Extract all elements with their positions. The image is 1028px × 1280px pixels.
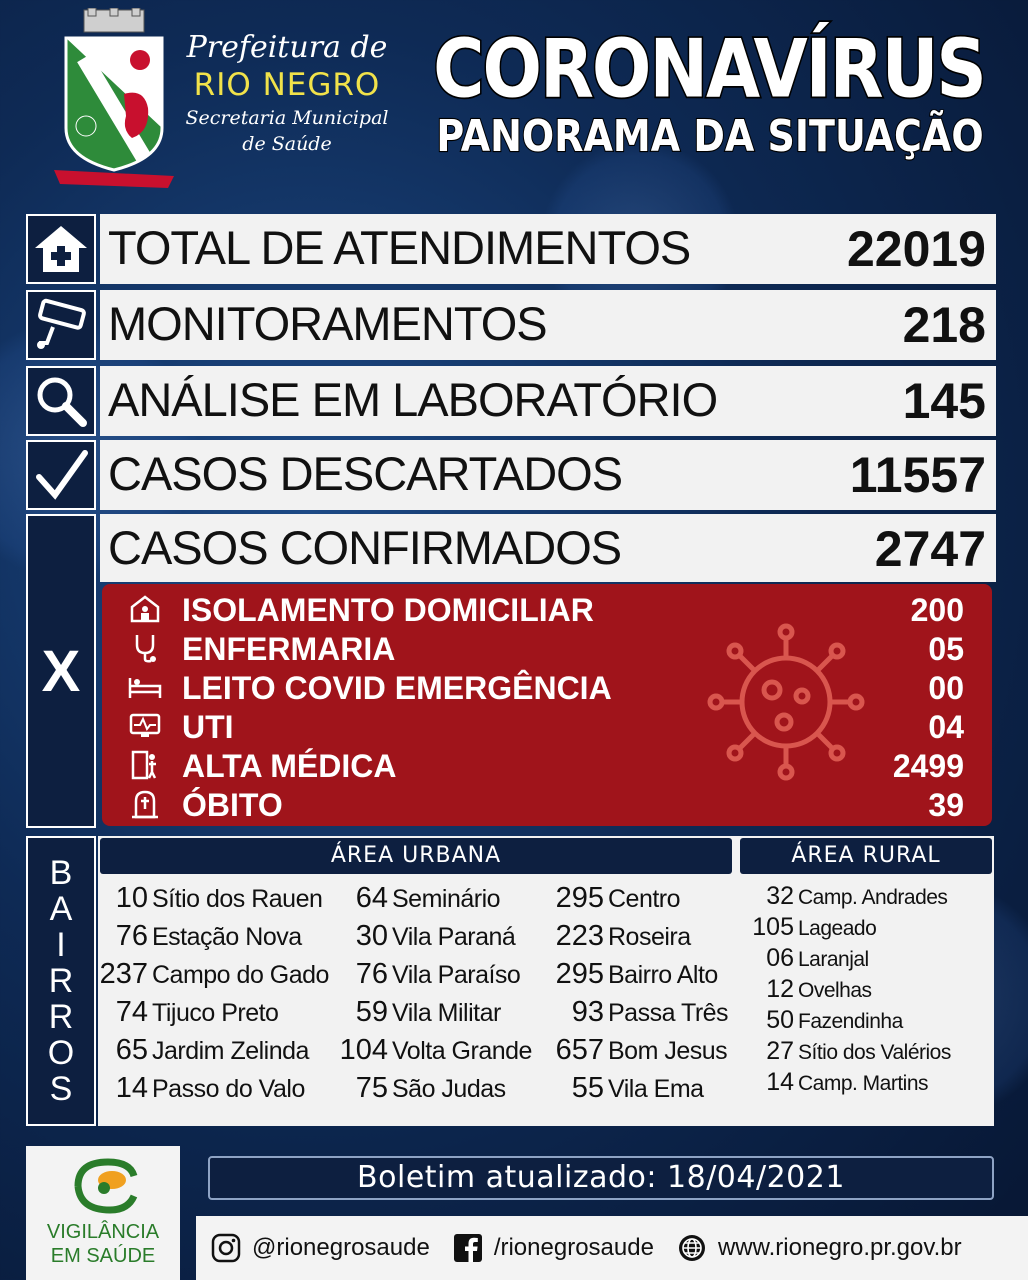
detail-row [102, 785, 992, 823]
stat-bar [100, 366, 996, 436]
side-letter: B [49, 854, 73, 892]
globe-icon [676, 1232, 708, 1264]
social-links [196, 1216, 1028, 1280]
list-item: 27 Sítio dos Valérios [766, 1037, 951, 1065]
confirmed-details [102, 584, 992, 826]
bulletin-date: Boletim atualizado: 18/04/2021 [208, 1156, 994, 1200]
list-item: 59 Vila Militar [355, 996, 501, 1028]
org-line4: de Saúde [242, 133, 332, 155]
tombstone-icon [128, 789, 162, 819]
detail-label: ÓBITO [182, 787, 283, 823]
instagram-icon [210, 1232, 242, 1264]
vigilancia-logo [26, 1146, 180, 1280]
detail-label: LEITO COVID EMERGÊNCIA [182, 670, 612, 706]
detail-row [102, 707, 992, 745]
confirmed-value: 2747 [874, 521, 986, 577]
stat-row-total [26, 214, 996, 284]
detail-label: ENFERMARIA [182, 631, 396, 667]
stat-row-discarded [26, 440, 996, 510]
urban-column-3 [548, 882, 728, 1110]
discharge-icon [128, 750, 162, 780]
list-item: 30 Vila Paraná [355, 920, 516, 952]
camera-icon [26, 290, 96, 360]
urban-area-title: ÁREA URBANA [100, 838, 732, 874]
home-isolation-icon [128, 594, 162, 624]
vigilancia-emblem-icon [68, 1156, 138, 1216]
rural-area-title: ÁREA RURAL [740, 838, 992, 874]
urban-column-1 [98, 882, 329, 1110]
list-item: 32 Camp. Andrades [766, 882, 948, 910]
website-url: www.rionegro.pr.gov.br [717, 1234, 962, 1261]
detail-value: 05 [928, 631, 964, 667]
stat-label: CASOS DESCARTADOS [108, 447, 623, 500]
stat-value: 22019 [846, 221, 986, 277]
vigilancia-line1: VIGILÂNCIA [46, 1221, 160, 1243]
vigilancia-text [26, 1220, 180, 1268]
stat-value: 218 [902, 297, 986, 353]
org-line1: Prefeitura de [186, 30, 388, 65]
detail-value: 00 [928, 670, 964, 706]
stat-label: ANÁLISE EM LABORATÓRIO [108, 373, 718, 426]
header [0, 0, 1028, 200]
confirmed-header [100, 514, 996, 582]
confirmed-label: CASOS CONFIRMADOS [108, 521, 622, 574]
stat-bar [100, 440, 996, 510]
hospital-bed-icon [128, 672, 162, 702]
bairros-panel [98, 836, 994, 1126]
list-item: 74 Tijuco Preto [115, 996, 279, 1028]
list-item: 65 Jardim Zelinda [115, 1034, 309, 1066]
website-link[interactable] [676, 1232, 962, 1264]
list-item: 14 Passo do Valo [115, 1072, 305, 1104]
stat-bar [100, 290, 996, 360]
side-letter: R [48, 962, 74, 1000]
instagram-link[interactable] [210, 1232, 430, 1264]
detail-row [102, 668, 992, 706]
list-item: 76 Vila Paraíso [355, 958, 521, 990]
list-item: 76 Estação Nova [115, 920, 302, 952]
detail-value: 39 [928, 787, 964, 823]
list-item: 55 Vila Ema [571, 1072, 704, 1104]
list-item: 223 Roseira [555, 920, 691, 952]
detail-label: ALTA MÉDICA [182, 748, 397, 784]
list-item: 06 Laranjal [766, 944, 869, 972]
facebook-link[interactable] [452, 1232, 654, 1264]
stat-row-lab [26, 366, 996, 436]
list-item: 237 Campo do Gado [99, 958, 329, 990]
detail-row [102, 746, 992, 784]
list-item: 64 Seminário [355, 882, 501, 914]
stat-row-monitoring [26, 290, 996, 360]
bairros-side-label [26, 836, 96, 1126]
stat-value: 11557 [849, 447, 986, 503]
detail-label: ISOLAMENTO DOMICILIAR [182, 592, 594, 628]
page-title: CORONAVÍRUS [433, 21, 985, 117]
city-crest-icon [44, 8, 184, 188]
list-item: 10 Sítio dos Rauen [115, 882, 323, 914]
list-item: 93 Passa Três [571, 996, 729, 1028]
side-letter: I [56, 926, 66, 964]
instagram-handle: @rionegrosaude [252, 1234, 430, 1261]
list-item: 104 Volta Grande [339, 1034, 532, 1066]
list-item: 295 Centro [555, 882, 681, 914]
urban-column-2 [338, 882, 532, 1110]
stat-bar [100, 214, 996, 284]
monitor-heart-icon [128, 711, 162, 741]
list-item: 50 Fazendinha [766, 1006, 903, 1034]
stat-label: TOTAL DE ATENDIMENTOS [108, 221, 691, 274]
detail-row [102, 629, 992, 667]
stat-value: 145 [902, 373, 986, 429]
side-letter: A [49, 890, 73, 928]
list-item: 12 Ovelhas [766, 975, 872, 1003]
side-letter: S [49, 1070, 73, 1108]
detail-value: 04 [928, 709, 964, 745]
detail-row [102, 590, 992, 628]
detail-value: 2499 [892, 748, 964, 784]
list-item: 657 Bom Jesus [555, 1034, 728, 1066]
house-cross-icon [26, 214, 96, 284]
rural-column [750, 882, 951, 1099]
detail-label: UTI [182, 709, 234, 745]
facebook-icon [452, 1232, 484, 1264]
list-item: 14 Camp. Martins [766, 1068, 929, 1096]
checkmark-icon [26, 440, 96, 510]
side-letter: R [48, 998, 74, 1036]
list-item: 295 Bairro Alto [555, 958, 718, 990]
list-item: 75 São Judas [355, 1072, 506, 1104]
detail-value: 200 [910, 592, 964, 628]
list-item: 105 Lageado [752, 913, 877, 941]
stat-label: MONITORAMENTOS [108, 297, 547, 350]
x-icon: X [26, 514, 96, 828]
org-city: RIO NEGRO [193, 67, 381, 103]
facebook-handle: /rionegrosaude [493, 1234, 654, 1261]
stethoscope-icon [128, 633, 162, 663]
magnifier-icon [26, 366, 96, 436]
org-line3: Secretaria Municipal [185, 107, 389, 129]
page-subtitle: PANORAMA DA SITUAÇÃO [436, 110, 984, 162]
side-letter: O [47, 1034, 75, 1072]
org-name [182, 30, 392, 155]
vigilancia-line2: EM SAÚDE [50, 1245, 156, 1267]
